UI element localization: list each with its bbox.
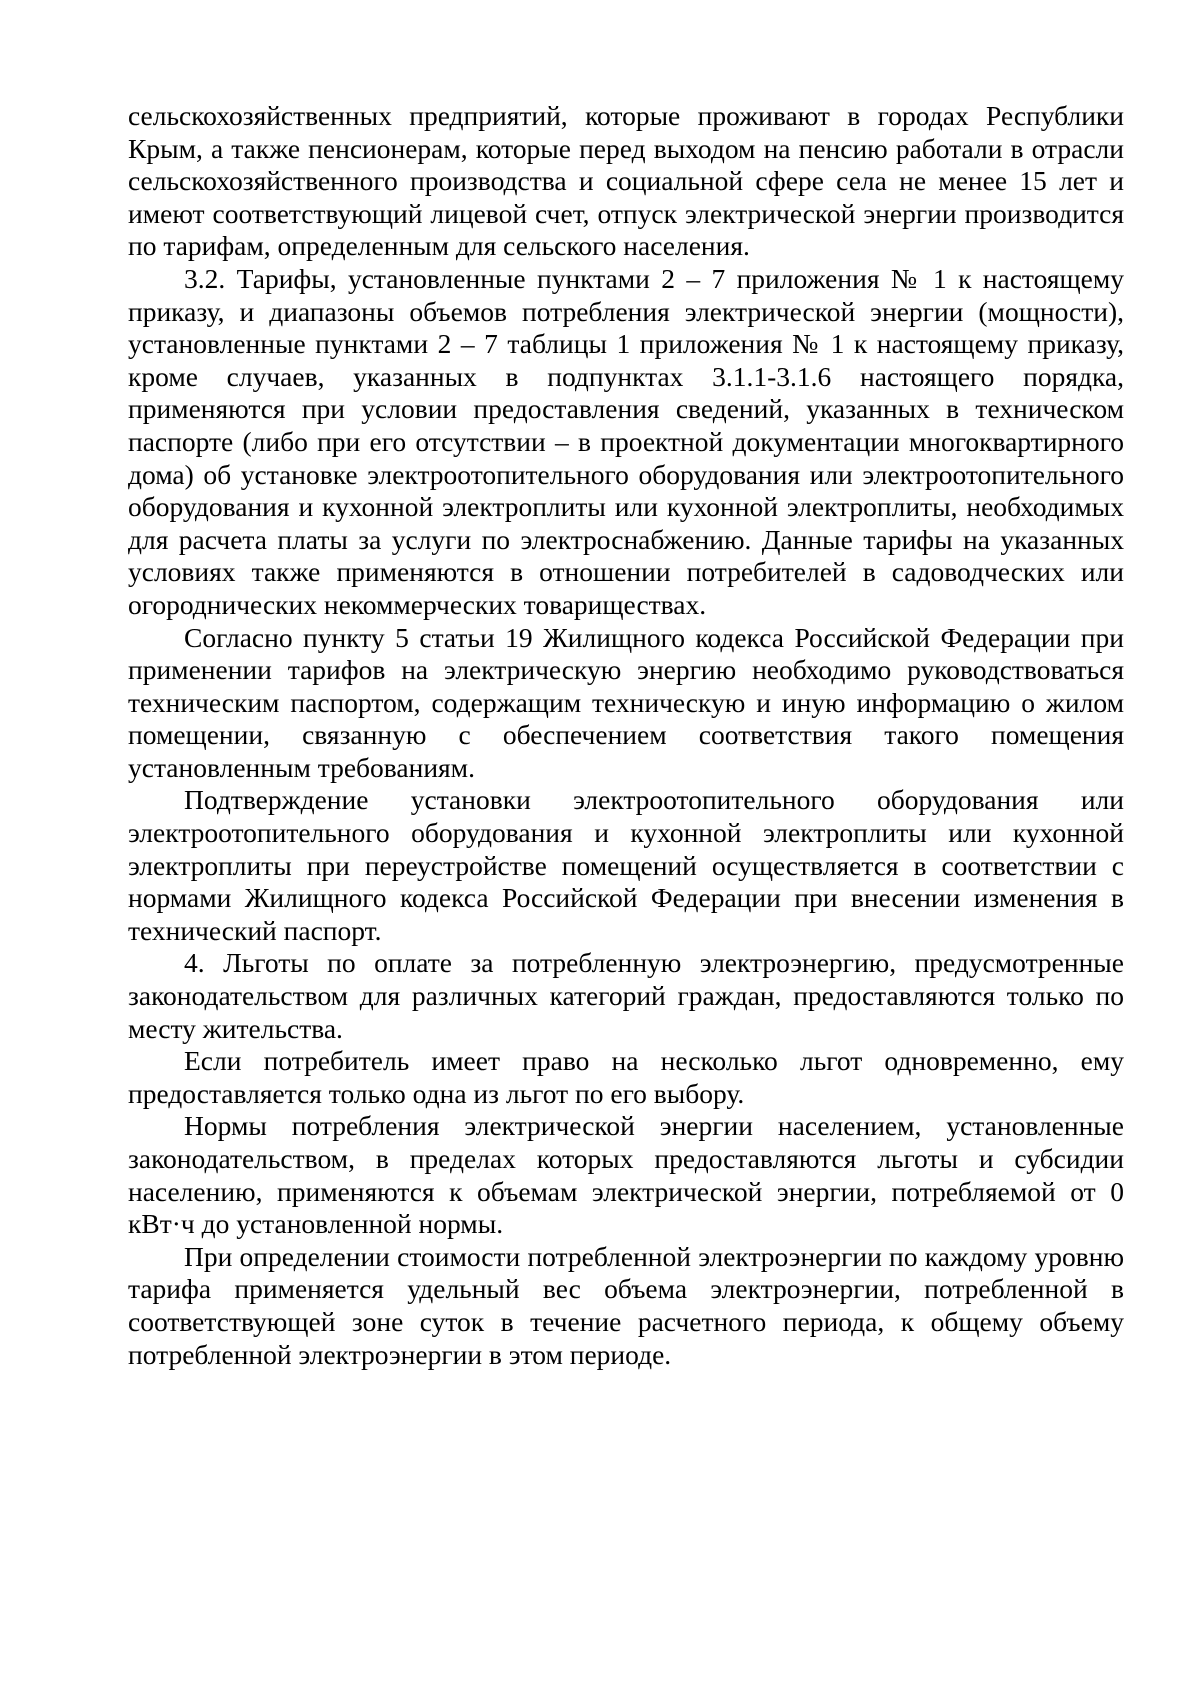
paragraph-housing-code: Согласно пункту 5 статьи 19 Жилищного кодекса Российской Федерации при применении тарифов на электрическую энергию необходимо руководствоваться техническим паспортом, содержащим техническую и иную информацию о жилом помещении, связанную с обеспечением соответствия такого помещения установленным требованиям. xyxy=(128,621,1124,783)
paragraph-consumption-norms: Нормы потребления электрической энергии населением, установленные законодательством, в пределах которых предоставляются льготы и субсидии населению, применяются к объемам электрической энергии, потребляемой от 0 кВт·ч до установленной нормы. xyxy=(128,1110,1124,1240)
paragraph-multiple-benefits: Если потребитель имеет право на несколько льгот одновременно, ему предоставляется только одна из льгот по его выбору. xyxy=(128,1045,1124,1109)
paragraph-cost-calculation: При определении стоимости потребленной электроэнергии по каждому уровню тарифа применяется удельный вес объема электроэнергии, потребленной в соответствующей зоне суток в течение расчетного периода, к общему объему потребленной электроэнергии в этом периоде. xyxy=(128,1240,1124,1370)
paragraph-continuation: сельскохозяйственных предприятий, которые проживают в городах Республики Крым, а также пенсионерам, которые перед выходом на пенсию работали в отрасли сельскохозяйственного производства и социальной сфере села не менее 15 лет и имеют соответствующий лицевой счет, отпуск электрической энергии производится по тарифам, определенным для сельского населения. xyxy=(128,100,1124,262)
document-page xyxy=(128,100,1124,1371)
paragraph-confirmation: Подтверждение установки электроотопительного оборудования или электроотопительного оборудования и кухонной электроплиты или кухонной электроплиты при переустройстве помещений осуществляется в соответствии с нормами Жилищного кодекса Российской Федерации при внесении изменения в технический паспорт. xyxy=(128,784,1124,946)
paragraph-3-2-tariffs: 3.2. Тарифы, установленные пунктами 2 – 7 приложения № 1 к настоящему приказу, и диапазоны объемов потребления электрической энергии (мощности), установленные пунктами 2 – 7 таблицы 1 приложения № 1 к настоящему приказу, кроме случаев, указанных в подпунктах 3.1.1-3.1.6 настоящего порядка, применяются при условии предоставления сведений, указанных в техническом паспорте (либо при его отсутствии – в проектной документации многоквартирного дома) об установке электроотопительного оборудования или электроотопительного оборудования и кухонной электроплиты или кухонной электроплиты, необходимых для расчета платы за услуги по электроснабжению. Данные тарифы на указанных условиях также применяются в отношении потребителей в садоводческих или огороднических некоммерческих товариществах. xyxy=(128,262,1124,620)
paragraph-4-benefits: 4. Льготы по оплате за потребленную электроэнергию, предусмотренные законодательством для различных категорий граждан, предоставляются только по месту жительства. xyxy=(128,947,1124,1044)
